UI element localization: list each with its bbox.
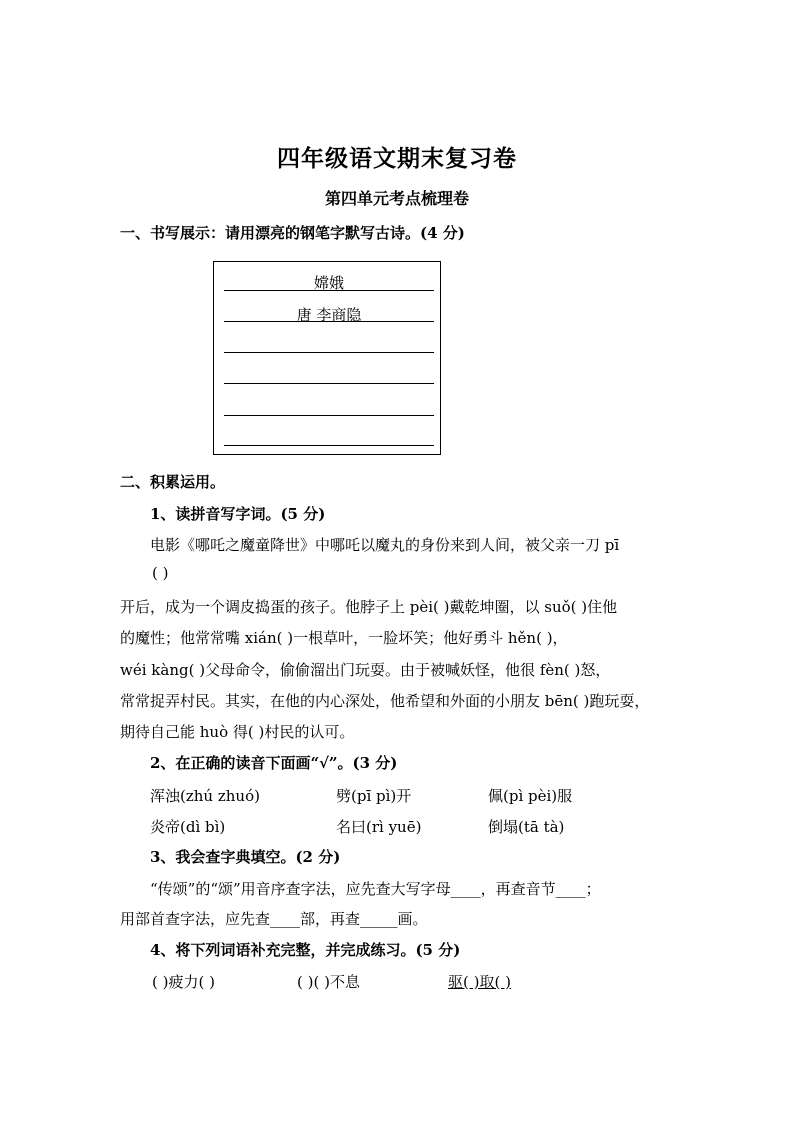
- q2-item: 浑浊(zhú zhuó): [150, 787, 260, 805]
- q1-line: 期待自己能 huò 得( )村民的认可。: [120, 723, 355, 741]
- q2-item: 佩(pì pèi)服: [488, 787, 573, 805]
- section1-heading: 一、书写展示：请用漂亮的钢笔字默写古诗。(4 分): [120, 224, 465, 242]
- q2-item: 劈(pī pì)开: [336, 787, 412, 805]
- q4-item: 驱( )取( ): [448, 973, 511, 991]
- q4-item: ( )( )不息: [297, 973, 360, 991]
- q4-item: ( )疲力( ): [152, 973, 215, 991]
- q2-item: 倒塌(tā tà): [488, 818, 565, 836]
- q3-heading: 3、我会查字典填空。(2 分): [150, 848, 341, 866]
- writing-line: [224, 445, 434, 446]
- q2-item: 炎帝(dì bì): [150, 818, 226, 836]
- q1-line: 的魔性；他常常嘴 xián( )一根草叶，一脸坏笑；他好勇斗 hěn( )，: [120, 629, 568, 647]
- q1-line: 电影《哪吒之魔童降世》中哪吒以魔丸的身份来到人间，被父亲一刀 pī: [150, 536, 620, 554]
- poem-title: 嫦娥: [313, 274, 344, 292]
- page-title: 四年级语文期末复习卷: [277, 145, 517, 172]
- q1-line: 常常捉弄村民。其实，在他的内心深处，他希望和外面的小朋友 bēn( )跑玩耍，: [120, 692, 650, 710]
- writing-line: [224, 415, 434, 416]
- q2-heading: 2、在正确的读音下面画“√”。(3 分): [150, 754, 398, 772]
- q2-item: 名曰(rì yuē): [336, 818, 422, 836]
- q1-heading: 1、读拼音写字词。(5 分): [150, 505, 326, 523]
- q4-heading: 4、将下列词语补充完整，并完成练习。(5 分): [150, 941, 461, 959]
- q3-line: 用部首查字法，应先查____部，再查_____画。: [120, 910, 428, 928]
- poem-writing-box: [213, 261, 441, 455]
- writing-line: [224, 290, 434, 291]
- q3-line: “传颂”的“颂”用音序查字法，应先查大写字母____，再查音节____；: [150, 880, 601, 898]
- page-subtitle: 第四单元考点梳理卷: [324, 189, 469, 208]
- writing-line: [224, 383, 434, 384]
- q1-line: ( ): [152, 564, 169, 582]
- writing-line: [224, 321, 434, 322]
- q1-line: wéi kàng( )父母命令，偷偷溜出门玩耍。由于被喊妖怪，他很 fèn( )怒，: [120, 661, 611, 679]
- section2-heading: 二、积累运用。: [120, 473, 226, 491]
- writing-line: [224, 352, 434, 353]
- poem-author: 唐 李商隐: [296, 306, 362, 324]
- q1-line: 开后，成为一个调皮捣蛋的孩子。他脖子上 pèi( )戴乾坤圈，以 suǒ( )住他: [120, 598, 618, 616]
